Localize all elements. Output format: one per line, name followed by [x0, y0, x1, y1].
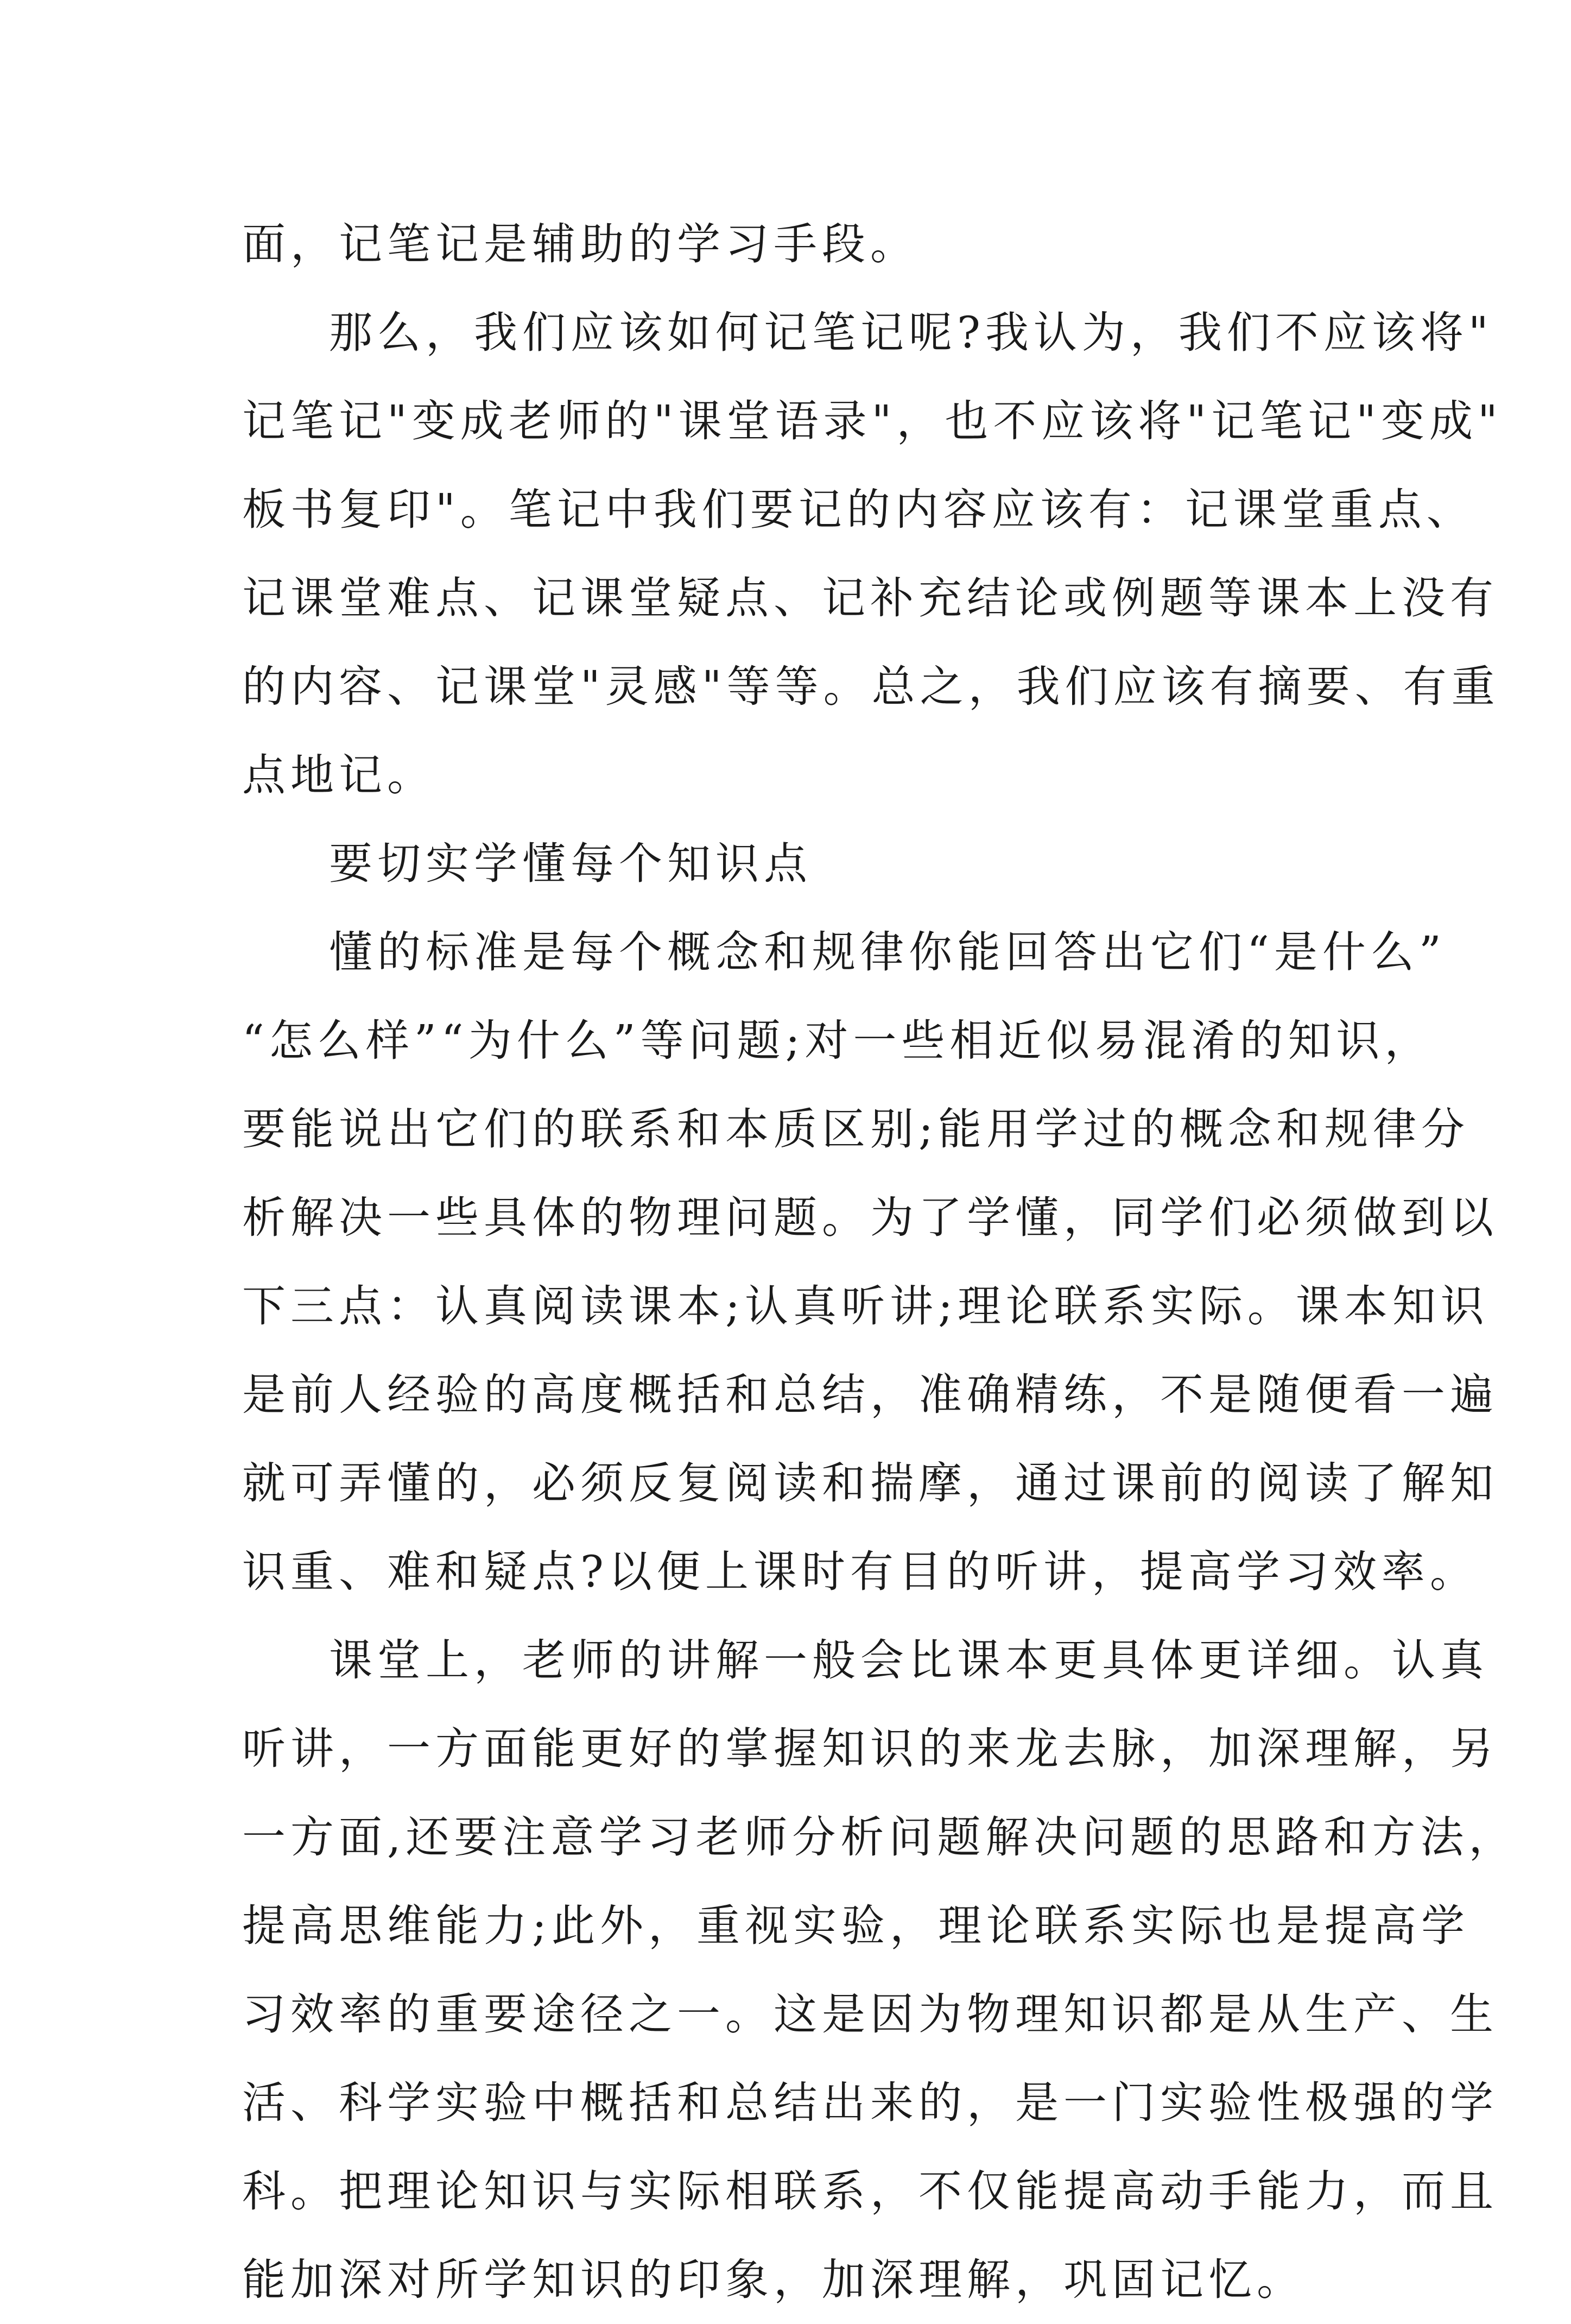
- text-line: 面，记笔记是辅助的学习手段。: [242, 219, 918, 269]
- paragraph-first-line: 课堂上，老师的讲解一般会比课本更具体更详细。认真: [329, 1635, 1488, 1685]
- text-line: 提高思维能力;此外，重视实验，理论联系实际也是提高学: [242, 1900, 1469, 1951]
- text-line: 听讲，一方面能更好的掌握知识的来龙去脉，加深理解，另: [242, 1723, 1498, 1774]
- text-line: 习效率的重要途径之一。这是因为物理知识都是从生产、生: [242, 1989, 1498, 2039]
- text-line: 就可弄懂的，必须反复阅读和揣摩，通过课前的阅读了解知: [242, 1458, 1498, 1508]
- text-line: “怎么样”“为什么”等问题;对一些相近似易混淆的知识，: [242, 1015, 1433, 1066]
- text-line: 能加深对所学知识的印象，加深理解，巩固记忆。: [242, 2254, 1305, 2305]
- text-line: 点地记。: [242, 750, 435, 800]
- paragraph-first-line: 那么，我们应该如何记笔记呢?我认为，我们不应该将": [329, 307, 1493, 358]
- text-line: 记笔记"变成老师的"课堂语录"，也不应该将"记笔记"变成": [242, 396, 1503, 446]
- text-line: 的内容、记课堂"灵感"等等。总之，我们应该有摘要、有重: [242, 661, 1500, 712]
- text-line: 识重、难和疑点?以便上课时有目的听讲，提高学习效率。: [242, 1546, 1478, 1597]
- section-heading: 要切实学懂每个知识点: [329, 838, 812, 889]
- text-line: 板书复印"。笔记中我们要记的内容应该有：记课堂重点、: [242, 484, 1475, 535]
- text-line: 要能说出它们的联系和本质区别;能用学过的概念和规律分: [242, 1104, 1469, 1154]
- text-line: 是前人经验的高度概括和总结，准确精练，不是随便看一遍: [242, 1369, 1498, 1420]
- text-line: 析解决一些具体的物理问题。为了学懂，同学们必须做到以: [242, 1192, 1498, 1243]
- body-text: [242, 200, 1517, 2324]
- text-line: 科。把理论知识与实际相联系，不仅能提高动手能力，而且: [242, 2166, 1498, 2216]
- paragraph-first-line: 懂的标准是每个概念和规律你能回答出它们“是什么”: [329, 927, 1446, 977]
- text-line: 记课堂难点、记课堂疑点、记补充结论或例题等课本上没有: [242, 573, 1498, 623]
- text-line: 一方面,还要注意学习老师分析问题解决问题的思路和方法，: [242, 1812, 1517, 1862]
- text-line: 下三点：认真阅读课本;认真听讲;理论联系实际。课本知识: [242, 1281, 1489, 1331]
- text-line: 活、科学实验中概括和总结出来的，是一门实验性极强的学: [242, 2077, 1498, 2128]
